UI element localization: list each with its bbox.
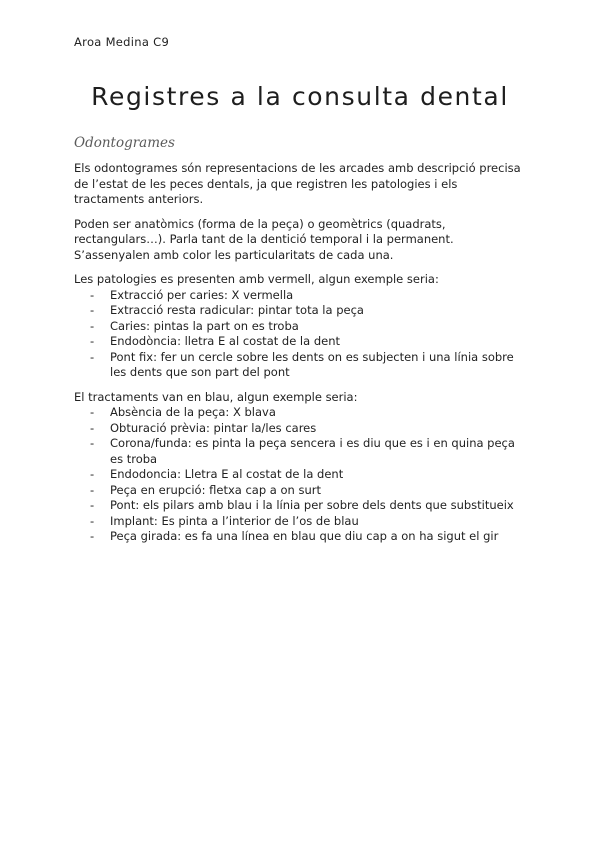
list-item: - Extracció per caries: X vermella [74,288,524,304]
intro-paragraph: Els odontogrames són representacions de les arcades amb descripció precisa de l’estat de les peces dentals, ja que registren les patologies i els tractaments anteriors. [74,161,521,206]
list-item: - Implant: Es pinta a l’interior de l’os de blau [74,514,524,530]
list-item: - Absència de la peça: X blava [74,405,524,421]
list-item: - Endodoncia: Lletra E al costat de la dent [74,467,524,483]
document-body [74,161,524,545]
list-item: - Pont: els pilars amb blau i la línia per sobre dels dents que substitueix [74,498,524,514]
document-title: Registres a la consulta dental [91,82,509,111]
pathologies-list [74,288,524,381]
list-item: - Peça girada: es fa una línea en blau que diu cap a on ha sigut el gir [74,529,524,545]
list-item: - Obturació prèvia: pintar la/les cares [74,421,524,437]
list-item: - Endodòncia: lletra E al costat de la dent [74,334,524,350]
list-item: - Caries: pintas la part on es troba [74,319,524,335]
treatments-list [74,405,524,545]
section-heading: Odontogrames [74,135,175,151]
treatments-intro: El tractaments van en blau, algun exemple seria: [74,389,358,404]
list-item: - Extracció resta radicular: pintar tota la peça [74,303,524,319]
pathologies-intro: Les patologies es presenten amb vermell, algun exemple seria: [74,272,439,286]
author-name: Aroa Medina C9 [74,35,170,49]
list-item: - Pont fix: fer un cercle sobre les dents on es subjecten i una línia sobre les dents que son part del pont [74,350,524,381]
types-paragraph: Poden ser anatòmics (forma de la peça) o geomètrics (quadrats, rectangulars…). Parla tant de la dentició temporal i la permanent. S’assenyalen amb color les particularitats de cada una. [74,216,454,262]
list-item: - Corona/funda: es pinta la peça sencera i es diu que es i en quina peça es troba [74,436,524,467]
list-item: - Peça en erupció: fletxa cap a on surt [74,483,524,499]
